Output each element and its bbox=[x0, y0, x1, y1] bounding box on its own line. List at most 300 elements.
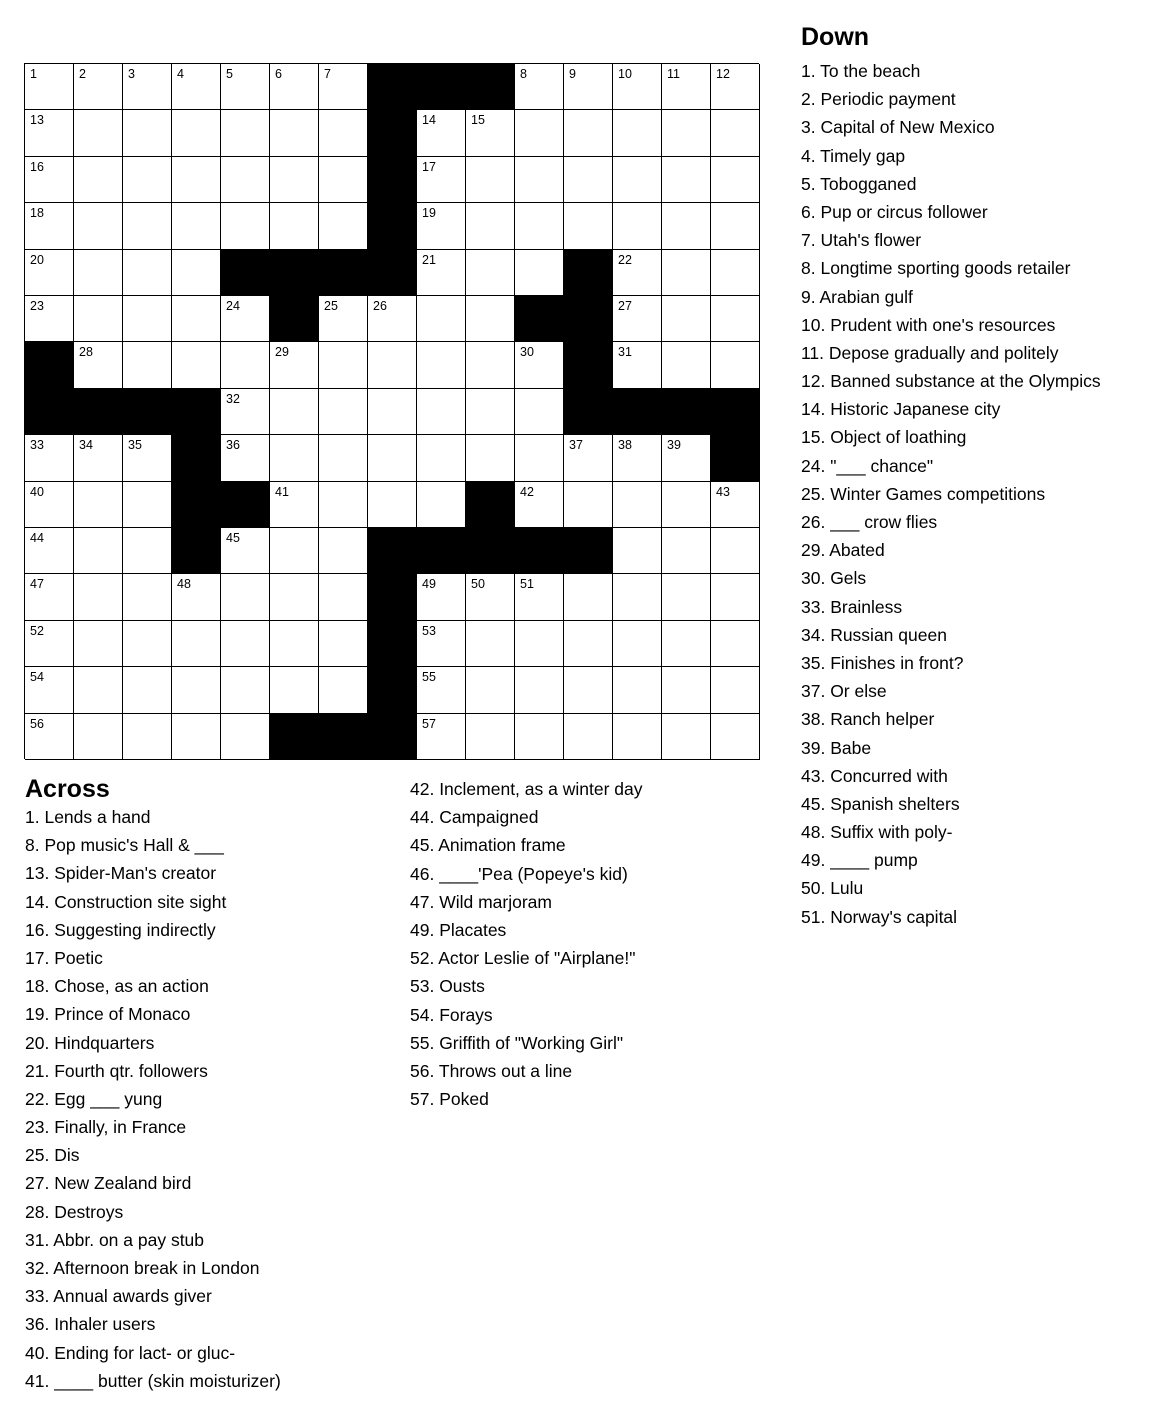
grid-cell[interactable] bbox=[613, 714, 662, 760]
grid-cell[interactable] bbox=[123, 64, 172, 110]
grid-cell[interactable] bbox=[662, 110, 711, 157]
black-square bbox=[319, 250, 368, 296]
grid-cell[interactable] bbox=[123, 435, 172, 482]
grid-cell[interactable] bbox=[711, 110, 760, 157]
grid-cell[interactable] bbox=[515, 667, 564, 714]
black-square bbox=[368, 621, 417, 667]
clue-number: 5 bbox=[226, 67, 233, 81]
clue-number: 49 bbox=[422, 577, 436, 591]
clue-item: 44. Campaigned bbox=[410, 807, 539, 828]
grid-cell[interactable] bbox=[74, 342, 123, 389]
grid-cell[interactable] bbox=[270, 157, 319, 203]
grid-cell[interactable] bbox=[613, 574, 662, 621]
grid-cell[interactable] bbox=[25, 667, 74, 714]
grid-cell[interactable] bbox=[123, 157, 172, 203]
clue-item: 12. Banned substance at the Olympics bbox=[801, 371, 1101, 392]
clue-item: 5. Tobogganed bbox=[801, 173, 917, 194]
grid-cell[interactable] bbox=[417, 250, 466, 296]
grid-cell[interactable] bbox=[711, 64, 760, 110]
grid-cell[interactable] bbox=[613, 64, 662, 110]
black-square bbox=[368, 250, 417, 296]
grid-cell[interactable] bbox=[711, 203, 760, 250]
grid-cell[interactable] bbox=[221, 389, 270, 435]
grid-cell[interactable] bbox=[515, 574, 564, 621]
grid-cell[interactable] bbox=[123, 110, 172, 157]
clue-item: 30. Gels bbox=[801, 568, 867, 589]
crossword-grid-area bbox=[24, 63, 759, 759]
grid-cell[interactable] bbox=[25, 528, 74, 574]
across-heading: Across bbox=[25, 775, 110, 803]
grid-cell[interactable] bbox=[466, 714, 515, 760]
black-square bbox=[221, 482, 270, 528]
clue-item: 24. "___ chance" bbox=[801, 455, 934, 476]
grid-cell[interactable] bbox=[466, 574, 515, 621]
grid-cell[interactable] bbox=[613, 435, 662, 482]
grid-cell[interactable] bbox=[74, 157, 123, 203]
clue-number: 50 bbox=[471, 577, 485, 591]
clue-item: 2. Periodic payment bbox=[801, 89, 956, 110]
grid-cell[interactable] bbox=[319, 667, 368, 714]
grid-cell[interactable] bbox=[172, 203, 221, 250]
grid-cell[interactable] bbox=[270, 621, 319, 667]
clue-item: 27. New Zealand bird bbox=[25, 1173, 192, 1194]
grid-cell[interactable] bbox=[221, 342, 270, 389]
grid-cell[interactable] bbox=[221, 435, 270, 482]
grid-cell[interactable] bbox=[319, 296, 368, 342]
grid-cell[interactable] bbox=[662, 482, 711, 528]
clue-number: 26 bbox=[373, 299, 387, 313]
grid-cell[interactable] bbox=[662, 528, 711, 574]
clue-number: 16 bbox=[30, 160, 44, 174]
clue-item: 29. Abated bbox=[801, 540, 885, 561]
clue-number: 56 bbox=[30, 717, 44, 731]
grid-cell[interactable] bbox=[711, 667, 760, 714]
black-square bbox=[662, 389, 711, 435]
grid-cell[interactable] bbox=[417, 621, 466, 667]
clue-item: 8. Longtime sporting goods retailer bbox=[801, 258, 1071, 279]
black-square bbox=[711, 389, 760, 435]
grid-cell[interactable] bbox=[319, 64, 368, 110]
clue-number: 47 bbox=[30, 577, 44, 591]
grid-cell[interactable] bbox=[417, 389, 466, 435]
grid-cell[interactable] bbox=[123, 714, 172, 760]
black-square bbox=[564, 342, 613, 389]
grid-cell[interactable] bbox=[466, 250, 515, 296]
clue-number: 8 bbox=[520, 67, 527, 81]
grid-cell[interactable] bbox=[515, 250, 564, 296]
grid-cell[interactable] bbox=[711, 621, 760, 667]
clue-number: 20 bbox=[30, 253, 44, 267]
grid-cell[interactable] bbox=[319, 203, 368, 250]
clue-number: 29 bbox=[275, 345, 289, 359]
clue-item: 18. Chose, as an action bbox=[25, 976, 209, 997]
grid-cell[interactable] bbox=[466, 621, 515, 667]
clue-item: 9. Arabian gulf bbox=[801, 286, 913, 307]
down-clue-list bbox=[801, 57, 1101, 931]
grid-cell[interactable] bbox=[172, 157, 221, 203]
grid-cell[interactable] bbox=[662, 296, 711, 342]
clue-number: 36 bbox=[226, 438, 240, 452]
clue-item: 11. Depose gradually and politely bbox=[801, 342, 1059, 363]
black-square bbox=[564, 250, 613, 296]
grid-cell[interactable] bbox=[417, 342, 466, 389]
clue-number: 34 bbox=[79, 438, 93, 452]
grid-cell[interactable] bbox=[123, 528, 172, 574]
grid-cell[interactable] bbox=[613, 110, 662, 157]
grid-cell[interactable] bbox=[368, 389, 417, 435]
grid-cell[interactable] bbox=[613, 203, 662, 250]
grid-cell[interactable] bbox=[74, 667, 123, 714]
grid-cell[interactable] bbox=[74, 64, 123, 110]
grid-cell[interactable] bbox=[466, 435, 515, 482]
grid-cell[interactable] bbox=[221, 574, 270, 621]
clue-number: 27 bbox=[618, 299, 632, 313]
grid-cell[interactable] bbox=[25, 435, 74, 482]
grid-cell[interactable] bbox=[515, 157, 564, 203]
grid-cell[interactable] bbox=[25, 621, 74, 667]
grid-cell[interactable] bbox=[515, 203, 564, 250]
grid-cell[interactable] bbox=[172, 621, 221, 667]
clue-number: 44 bbox=[30, 531, 44, 545]
grid-cell[interactable] bbox=[319, 389, 368, 435]
clue-number: 45 bbox=[226, 531, 240, 545]
clue-number: 13 bbox=[30, 113, 44, 127]
grid-cell[interactable] bbox=[319, 342, 368, 389]
grid-cell[interactable] bbox=[613, 296, 662, 342]
grid-cell[interactable] bbox=[368, 435, 417, 482]
grid-cell[interactable] bbox=[564, 621, 613, 667]
clue-item: 53. Ousts bbox=[410, 976, 485, 997]
clue-number: 33 bbox=[30, 438, 44, 452]
grid-cell[interactable] bbox=[25, 110, 74, 157]
clue-item: 50. Lulu bbox=[801, 878, 864, 899]
black-square bbox=[123, 389, 172, 435]
down-heading: Down bbox=[801, 23, 870, 51]
grid-cell[interactable] bbox=[417, 157, 466, 203]
grid-cell[interactable] bbox=[515, 110, 564, 157]
grid-cell[interactable] bbox=[221, 296, 270, 342]
grid-cell[interactable] bbox=[270, 528, 319, 574]
grid-cell[interactable] bbox=[74, 574, 123, 621]
grid-cell[interactable] bbox=[613, 157, 662, 203]
grid-cell[interactable] bbox=[662, 621, 711, 667]
grid-cell[interactable] bbox=[564, 435, 613, 482]
grid-cell[interactable] bbox=[74, 250, 123, 296]
clue-item: 25. Dis bbox=[25, 1145, 80, 1166]
grid-cell[interactable] bbox=[417, 574, 466, 621]
clue-item: 45. Animation frame bbox=[410, 835, 566, 856]
grid-cell[interactable] bbox=[319, 157, 368, 203]
clue-number: 31 bbox=[618, 345, 632, 359]
grid-cell[interactable] bbox=[319, 621, 368, 667]
grid-cell[interactable] bbox=[662, 435, 711, 482]
black-square bbox=[613, 389, 662, 435]
grid-cell[interactable] bbox=[123, 203, 172, 250]
grid-cell[interactable] bbox=[172, 574, 221, 621]
grid-cell[interactable] bbox=[319, 435, 368, 482]
grid-cell[interactable] bbox=[613, 528, 662, 574]
black-square bbox=[172, 389, 221, 435]
grid-cell[interactable] bbox=[564, 110, 613, 157]
black-square bbox=[515, 296, 564, 342]
across-clue-list-column-2 bbox=[410, 775, 642, 1113]
grid-cell[interactable] bbox=[25, 296, 74, 342]
grid-cell[interactable] bbox=[270, 203, 319, 250]
grid-cell[interactable] bbox=[74, 482, 123, 528]
grid-cell[interactable] bbox=[466, 342, 515, 389]
clue-item: 17. Poetic bbox=[25, 947, 103, 968]
grid-cell[interactable] bbox=[123, 296, 172, 342]
clue-item: 25. Winter Games competitions bbox=[801, 483, 1046, 504]
clue-item: 39. Babe bbox=[801, 737, 872, 758]
clue-item: 4. Timely gap bbox=[801, 145, 906, 166]
grid-cell[interactable] bbox=[172, 250, 221, 296]
grid-cell[interactable] bbox=[368, 482, 417, 528]
black-square bbox=[368, 667, 417, 714]
grid-cell[interactable] bbox=[319, 110, 368, 157]
across-clue-list-column-1 bbox=[25, 803, 281, 1395]
clue-number: 52 bbox=[30, 624, 44, 638]
clue-number: 40 bbox=[30, 485, 44, 499]
clue-number: 15 bbox=[471, 113, 485, 127]
black-square bbox=[466, 64, 515, 110]
black-square bbox=[466, 482, 515, 528]
grid-cell[interactable] bbox=[221, 667, 270, 714]
grid-cell[interactable] bbox=[662, 342, 711, 389]
grid-cell[interactable] bbox=[172, 110, 221, 157]
black-square bbox=[172, 528, 221, 574]
grid-cell[interactable] bbox=[711, 528, 760, 574]
clue-item: 55. Griffith of "Working Girl" bbox=[410, 1032, 624, 1053]
grid-cell[interactable] bbox=[613, 342, 662, 389]
clue-item: 48. Suffix with poly- bbox=[801, 822, 953, 843]
grid-cell[interactable] bbox=[417, 296, 466, 342]
grid-cell[interactable] bbox=[466, 157, 515, 203]
grid-cell[interactable] bbox=[25, 157, 74, 203]
grid-cell[interactable] bbox=[564, 574, 613, 621]
clue-item: 22. Egg ___ yung bbox=[25, 1088, 163, 1109]
grid-cell[interactable] bbox=[466, 667, 515, 714]
grid-cell[interactable] bbox=[711, 482, 760, 528]
grid-cell[interactable] bbox=[662, 574, 711, 621]
grid-cell[interactable] bbox=[711, 574, 760, 621]
grid-cell[interactable] bbox=[417, 482, 466, 528]
grid-cell[interactable] bbox=[662, 714, 711, 760]
grid-cell[interactable] bbox=[613, 482, 662, 528]
grid-cell[interactable] bbox=[613, 667, 662, 714]
grid-cell[interactable] bbox=[270, 435, 319, 482]
grid-cell[interactable] bbox=[515, 482, 564, 528]
clue-item: 33. Annual awards giver bbox=[25, 1286, 212, 1307]
grid-cell[interactable] bbox=[74, 110, 123, 157]
clue-item: 54. Forays bbox=[410, 1004, 493, 1025]
clue-item: 37. Or else bbox=[801, 681, 887, 702]
grid-cell[interactable] bbox=[515, 342, 564, 389]
clue-item: 35. Finishes in front? bbox=[801, 652, 964, 673]
grid-cell[interactable] bbox=[74, 714, 123, 760]
grid-cell[interactable] bbox=[319, 528, 368, 574]
clue-item: 32. Afternoon break in London bbox=[25, 1258, 260, 1278]
clue-number: 43 bbox=[716, 485, 730, 499]
grid-cell[interactable] bbox=[172, 64, 221, 110]
clue-item: 15. Object of loathing bbox=[801, 427, 967, 448]
grid-cell[interactable] bbox=[319, 482, 368, 528]
clue-number: 2 bbox=[79, 67, 86, 81]
grid-cell[interactable] bbox=[466, 203, 515, 250]
clue-item: 8. Pop music's Hall & ___ bbox=[25, 835, 224, 856]
grid-cell[interactable] bbox=[172, 296, 221, 342]
grid-cell[interactable] bbox=[74, 296, 123, 342]
grid-cell[interactable] bbox=[662, 667, 711, 714]
grid-cell[interactable] bbox=[417, 203, 466, 250]
grid-cell[interactable] bbox=[74, 203, 123, 250]
clue-item: 19. Prince of Monaco bbox=[25, 1004, 191, 1025]
clue-number: 39 bbox=[667, 438, 681, 452]
clue-item: 28. Destroys bbox=[25, 1201, 124, 1222]
clue-item: 49. Placates bbox=[410, 919, 507, 940]
grid-cell[interactable] bbox=[319, 574, 368, 621]
clue-number: 32 bbox=[226, 392, 240, 406]
grid-cell[interactable] bbox=[25, 574, 74, 621]
clue-number: 12 bbox=[716, 67, 730, 81]
grid-cell[interactable] bbox=[74, 435, 123, 482]
grid-cell[interactable] bbox=[221, 621, 270, 667]
grid-cell[interactable] bbox=[711, 157, 760, 203]
grid-cell[interactable] bbox=[662, 203, 711, 250]
grid-cell[interactable] bbox=[368, 342, 417, 389]
grid-cell[interactable] bbox=[613, 621, 662, 667]
grid-cell[interactable] bbox=[25, 64, 74, 110]
grid-cell[interactable] bbox=[515, 64, 564, 110]
grid-cell[interactable] bbox=[270, 110, 319, 157]
grid-cell[interactable] bbox=[172, 342, 221, 389]
black-square bbox=[515, 528, 564, 574]
grid-cell[interactable] bbox=[221, 64, 270, 110]
clue-number: 1 bbox=[30, 67, 37, 81]
grid-cell[interactable] bbox=[711, 296, 760, 342]
grid-cell[interactable] bbox=[270, 342, 319, 389]
grid-cell[interactable] bbox=[270, 574, 319, 621]
grid-cell[interactable] bbox=[711, 250, 760, 296]
grid-cell[interactable] bbox=[613, 250, 662, 296]
clue-number: 24 bbox=[226, 299, 240, 313]
grid-cell[interactable] bbox=[564, 64, 613, 110]
grid-cell[interactable] bbox=[123, 482, 172, 528]
grid-cell[interactable] bbox=[417, 667, 466, 714]
grid-cell[interactable] bbox=[74, 621, 123, 667]
clue-number: 19 bbox=[422, 206, 436, 220]
black-square bbox=[417, 528, 466, 574]
clue-number: 14 bbox=[422, 113, 436, 127]
clue-number: 55 bbox=[422, 670, 436, 684]
clue-item: 14. Construction site sight bbox=[25, 891, 227, 912]
grid-cell[interactable] bbox=[123, 250, 172, 296]
clue-item: 16. Suggesting indirectly bbox=[25, 919, 216, 940]
grid-cell[interactable] bbox=[515, 435, 564, 482]
clue-item: 51. Norway's capital bbox=[801, 906, 958, 927]
clue-item: 57. Poked bbox=[410, 1089, 489, 1110]
grid-cell[interactable] bbox=[123, 621, 172, 667]
black-square bbox=[368, 110, 417, 157]
black-square bbox=[564, 296, 613, 342]
grid-cell[interactable] bbox=[417, 714, 466, 760]
grid-cell[interactable] bbox=[221, 203, 270, 250]
grid-cell[interactable] bbox=[564, 667, 613, 714]
clue-item: 13. Spider-Man's creator bbox=[25, 863, 217, 884]
grid-cell[interactable] bbox=[25, 714, 74, 760]
black-square bbox=[368, 574, 417, 621]
grid-cell[interactable] bbox=[564, 203, 613, 250]
grid-cell[interactable] bbox=[270, 64, 319, 110]
grid-cell[interactable] bbox=[270, 389, 319, 435]
clue-number: 37 bbox=[569, 438, 583, 452]
grid-cell[interactable] bbox=[25, 203, 74, 250]
clue-number: 38 bbox=[618, 438, 632, 452]
grid-cell[interactable] bbox=[123, 574, 172, 621]
grid-cell[interactable] bbox=[270, 667, 319, 714]
grid-cell[interactable] bbox=[662, 64, 711, 110]
black-square bbox=[368, 157, 417, 203]
black-square bbox=[270, 714, 319, 760]
grid-cell[interactable] bbox=[662, 157, 711, 203]
grid-cell[interactable] bbox=[221, 714, 270, 760]
grid-cell[interactable] bbox=[711, 342, 760, 389]
clue-number: 30 bbox=[520, 345, 534, 359]
clue-item: 52. Actor Leslie of "Airplane!" bbox=[410, 948, 636, 969]
grid-cell[interactable] bbox=[564, 482, 613, 528]
grid-cell[interactable] bbox=[564, 714, 613, 760]
grid-cell[interactable] bbox=[564, 157, 613, 203]
grid-cell[interactable] bbox=[123, 667, 172, 714]
grid-cell[interactable] bbox=[172, 667, 221, 714]
clue-number: 41 bbox=[275, 485, 289, 499]
grid-cell[interactable] bbox=[221, 157, 270, 203]
grid-cell[interactable] bbox=[466, 296, 515, 342]
grid-cell[interactable] bbox=[662, 250, 711, 296]
clue-number: 9 bbox=[569, 67, 576, 81]
clue-item: 3. Capital of New Mexico bbox=[801, 117, 995, 138]
grid-cell[interactable] bbox=[25, 482, 74, 528]
black-square bbox=[564, 389, 613, 435]
black-square bbox=[25, 389, 74, 435]
grid-cell[interactable] bbox=[368, 296, 417, 342]
grid-cell[interactable] bbox=[25, 250, 74, 296]
clue-item: 46. ____'Pea (Popeye's kid) bbox=[410, 863, 628, 884]
grid-cell[interactable] bbox=[74, 528, 123, 574]
clue-item: 36. Inhaler users bbox=[25, 1314, 156, 1335]
grid-cell[interactable] bbox=[417, 435, 466, 482]
grid-cell[interactable] bbox=[466, 110, 515, 157]
grid-cell[interactable] bbox=[123, 342, 172, 389]
clue-number: 10 bbox=[618, 67, 632, 81]
grid-cell[interactable] bbox=[270, 482, 319, 528]
grid-cell[interactable] bbox=[711, 714, 760, 760]
grid-cell[interactable] bbox=[515, 714, 564, 760]
grid-cell[interactable] bbox=[515, 389, 564, 435]
clue-number: 28 bbox=[79, 345, 93, 359]
black-square bbox=[74, 389, 123, 435]
grid-cell[interactable] bbox=[221, 528, 270, 574]
grid-cell[interactable] bbox=[417, 110, 466, 157]
grid-cell[interactable] bbox=[466, 389, 515, 435]
grid-cell[interactable] bbox=[221, 110, 270, 157]
clue-number: 23 bbox=[30, 299, 44, 313]
black-square bbox=[172, 435, 221, 482]
grid-cell[interactable] bbox=[172, 714, 221, 760]
grid-cell[interactable] bbox=[515, 621, 564, 667]
black-square bbox=[564, 528, 613, 574]
clue-item: 38. Ranch helper bbox=[801, 709, 935, 730]
